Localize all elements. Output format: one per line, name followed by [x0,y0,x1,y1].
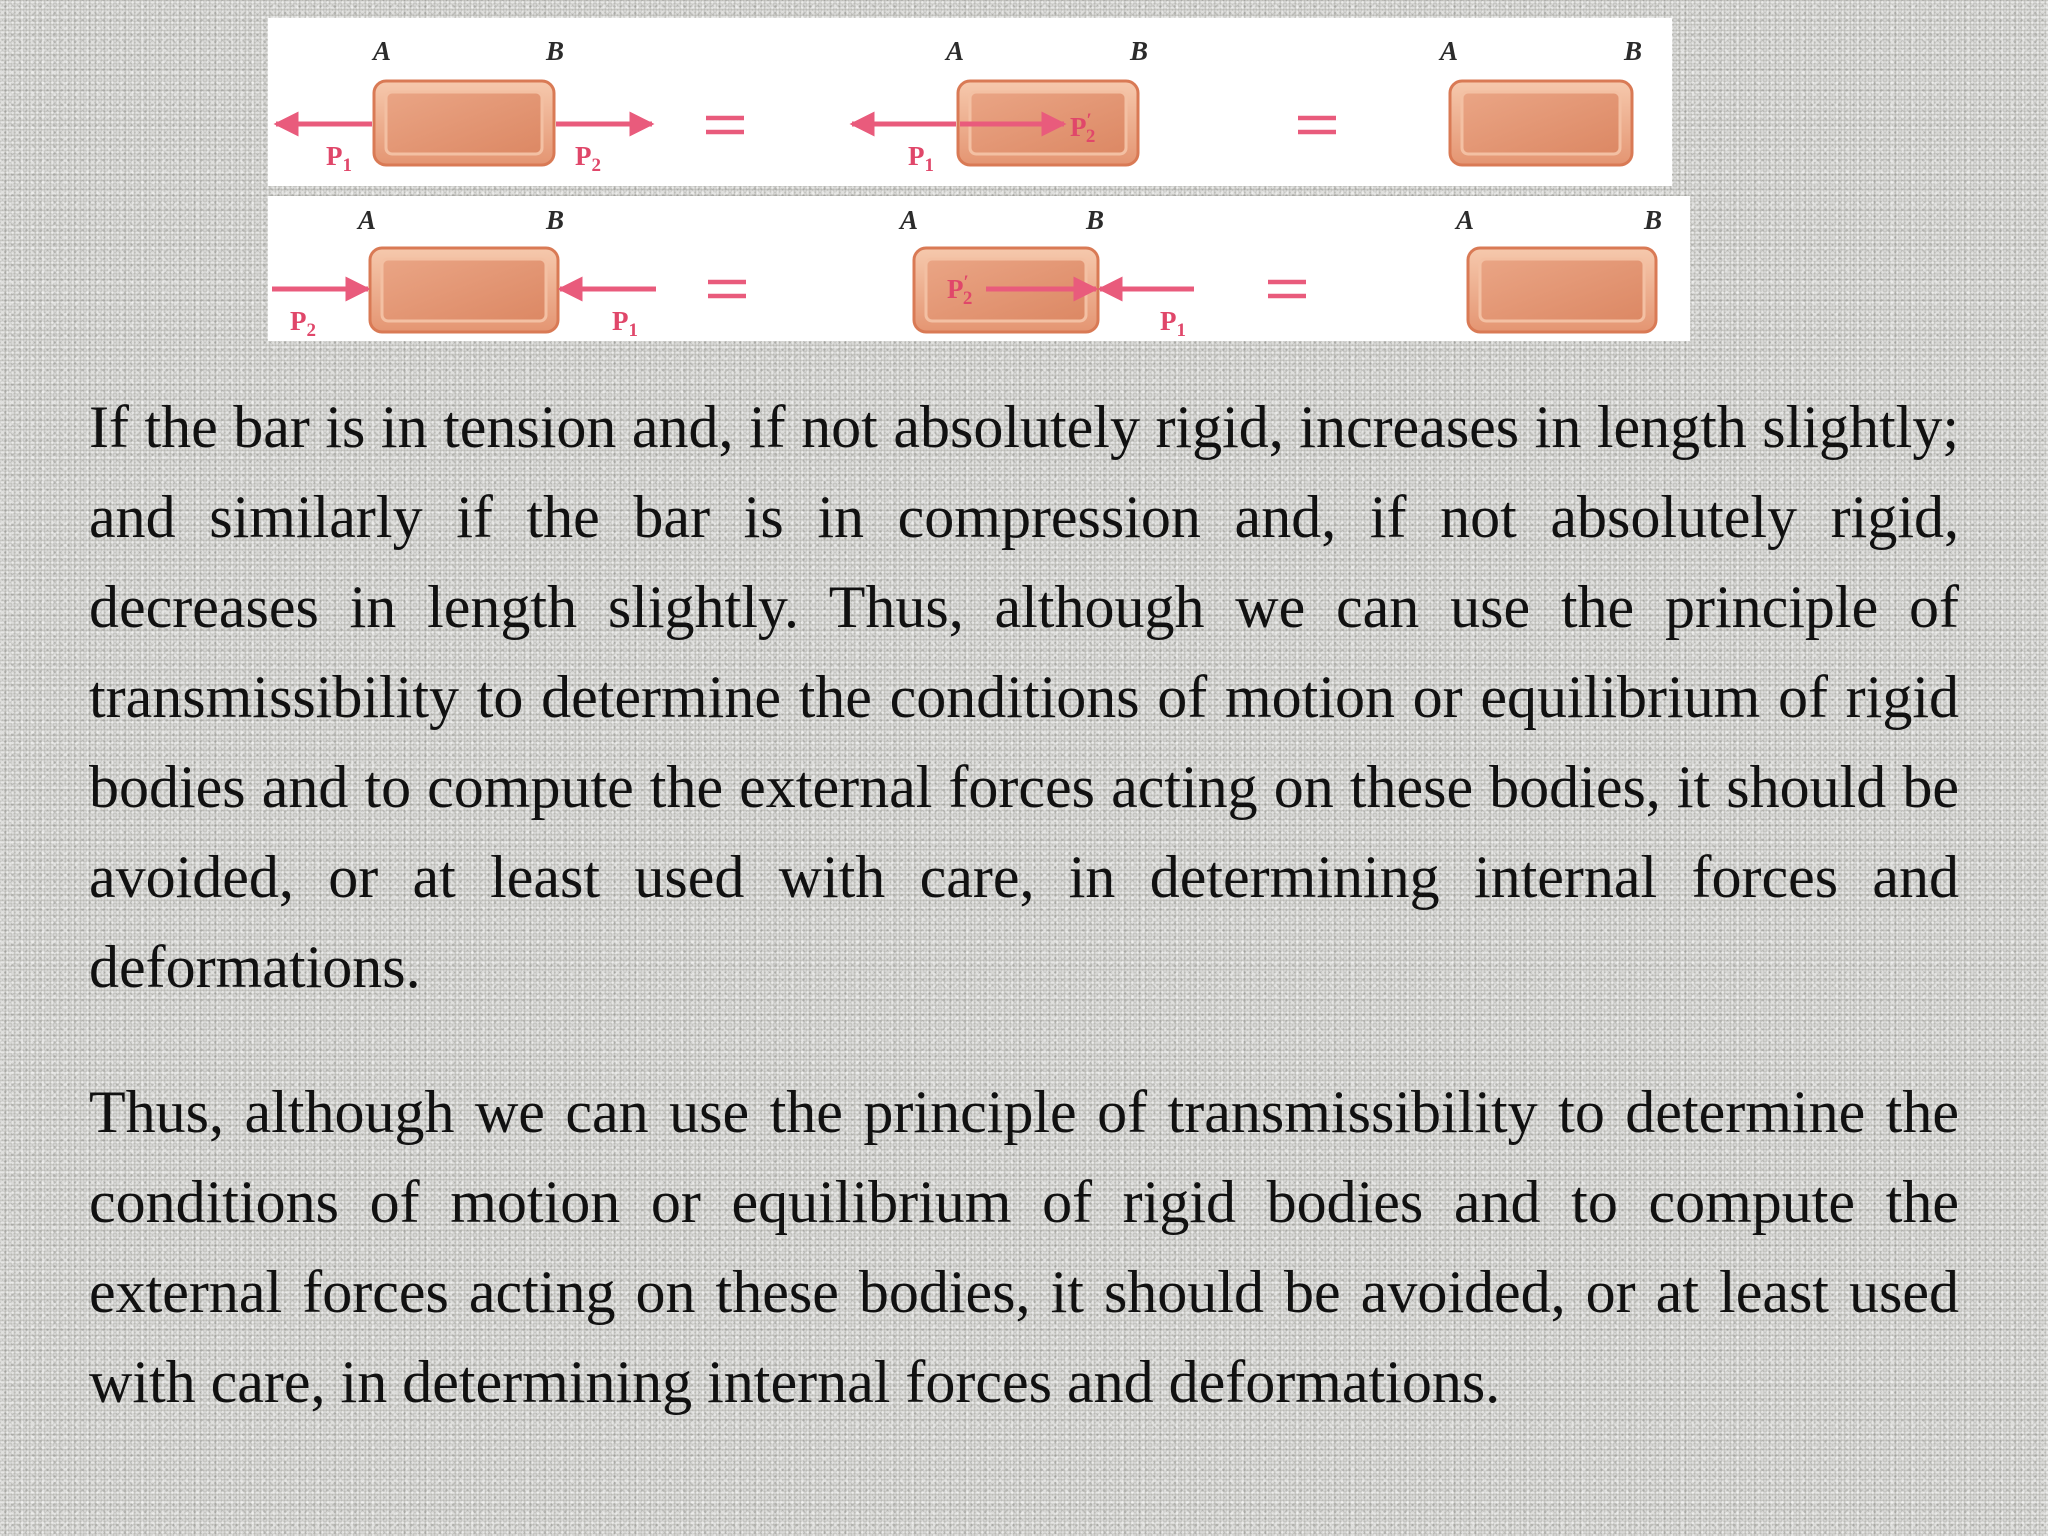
tension-diagram [268,18,1672,186]
equals-sign [706,118,744,132]
force-label-p2-prime: P′ 2 [1070,110,1096,147]
end-label-b: B [1086,205,1105,235]
compression-diagram [268,196,1690,341]
end-label-b: B [1624,36,1643,66]
end-label-b: B [1644,205,1663,235]
end-label-a: A [1456,205,1475,235]
end-label-b: B [546,36,565,66]
force-label-p1: $P_1$ [908,141,934,176]
end-label-a: A [358,205,377,235]
tension-panel-transmitted [852,36,1148,176]
compression-panel-original [272,205,656,341]
end-label-a: A [900,205,919,235]
rigid-bar-face [386,92,542,154]
equals-sign [1298,118,1336,132]
tension-panel-original [276,36,652,176]
force-label-p1: $P_1$ [326,141,352,176]
rigid-bar-face [382,259,546,321]
tension-panel-result [1438,36,1642,165]
equals-sign [708,282,746,296]
figure-row-tension [268,18,1672,186]
force-label-p2: $P_2$ [290,306,316,341]
compression-panel-result [1454,205,1662,332]
paragraph-transmissibility-caution: Thus, although we can use the principle of transmissibility to determine the conditions of motion or equilibrium of rigid bodies and to compute the external forces acting on these bodies, it should be avoided, or at least used with care, in determining internal forces and deformations. [89,1079,1959,1415]
end-label-a: A [946,36,965,66]
end-label-a: A [373,36,392,66]
rigid-bar-face [1480,259,1644,321]
compression-panel-transmitted [898,205,1194,341]
rigid-bar-face [1462,92,1620,154]
end-label-b: B [546,205,565,235]
force-label-p2: $P_2$ [575,141,601,176]
end-label-a: A [1440,36,1459,66]
paragraph-tension-compression: If the bar is in tension and, if not absolutely rigid, increases in length slightly; and similarly if the bar is in compression and, if not absolutely rigid, decreases in length slightly. Thus, although we can use the principle of transmissibility to determine the conditions of motion or equilibrium of rigid bodies and to compute the external forces acting on these bodies, it should be avoided, or at least used with care, in determining internal forces and deformations. [89,394,1959,1000]
equals-sign [1268,282,1306,296]
force-label-p2-prime: P′ 2 [947,272,973,309]
force-label-p1: $P_1$ [612,306,638,341]
force-label-p1: $P_1$ [1160,306,1186,341]
end-label-b: B [1130,36,1149,66]
figure-row-compression [268,196,1690,341]
